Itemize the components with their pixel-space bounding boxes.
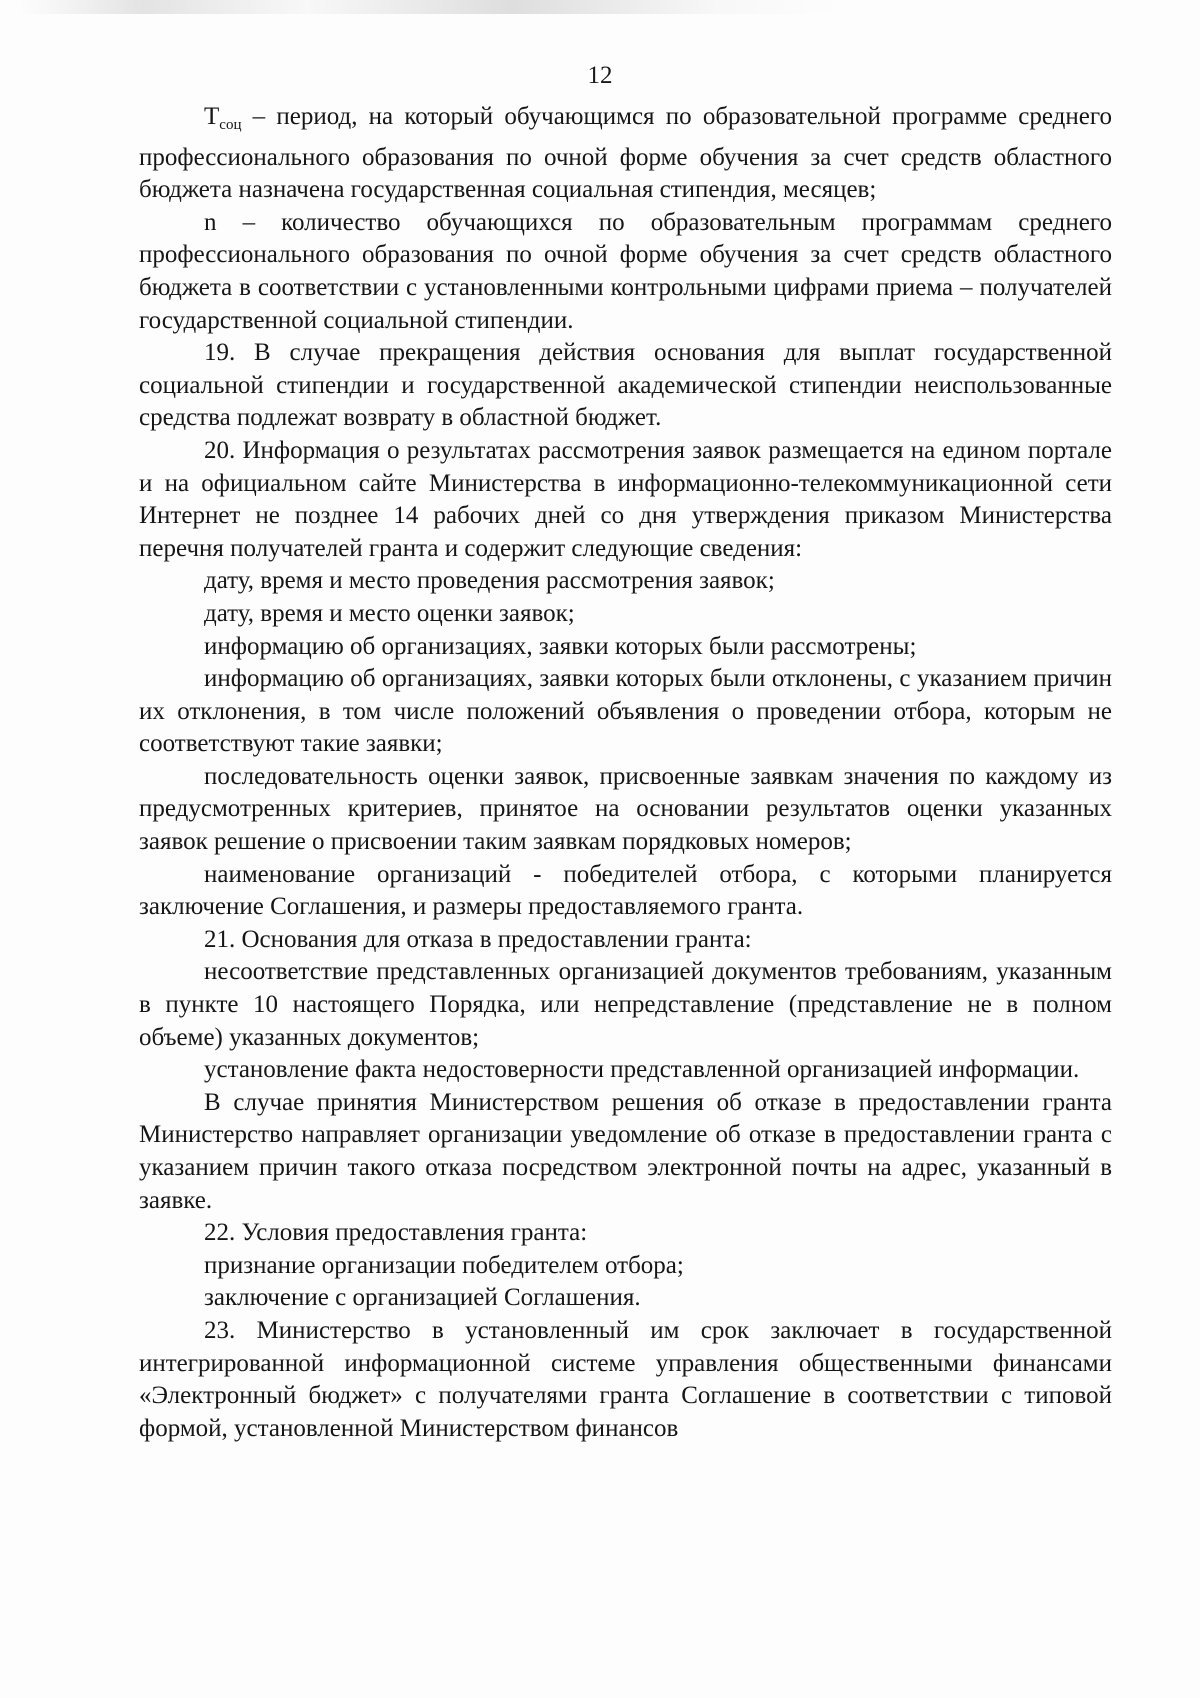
paragraph-tsoc-definition xyxy=(139,101,1112,207)
paragraph: последовательность оценки заявок, присвоенные заявкам значения по каждому из предусмотренных критериев, принятое на основании результатов оценки указанных заявок решение о присвоении таким заявкам порядковых номеров; xyxy=(139,762,1112,856)
paragraph: 19. В случае прекращения действия основания для выплат государственной социальной стипендии и государственной академической стипендии неиспользованные средства подлежат возврату в областной бюджет. xyxy=(139,339,1112,432)
paragraph: заключение с организацией Соглашения. xyxy=(204,1284,641,1312)
scan-artifact xyxy=(20,0,840,14)
paragraph: 22. Условия предоставления гранта: xyxy=(204,1219,588,1247)
paragraph-text: – период, на который обучающимся по образовательной программе среднего профессионального образования по очной форме обучения за счет средств областного бюджета назначена государственная социальная стипендия, месяцев; xyxy=(139,103,1112,204)
paragraph: n – количество обучающихся по образовательным программам среднего профессионального образования по очной форме обучения за счет средств областного бюджета в соответствии с установленными контрольными цифрами приема – получателей государственной социальной стипендии. xyxy=(139,208,1112,334)
paragraph: информацию об организациях, заявки которых были рассмотрены; xyxy=(204,632,917,660)
paragraph: установление факта недостоверности представленной организацией информации. xyxy=(204,1056,1080,1084)
paragraph: 23. Министерство в установленный им срок заключает в государственной интегрированной информационной системе управления общественными финансами «Электронный бюджет» с получателями гранта Соглашение в соответствии с типовой формой, установленной Министерством финансов xyxy=(139,1316,1112,1442)
formula-symbol-subscript: соц xyxy=(219,117,242,133)
paragraph: В случае принятия Министерством решения об отказе в предоставлении гранта Министерство направляет организации уведомление об отказе в предоставлении гранта с указанием причин такого отказа посредством электронной почты на адрес, указанный в заявке. xyxy=(139,1088,1112,1214)
paragraph: дату, время и место оценки заявок; xyxy=(204,599,575,627)
paragraph: несоответствие представленных организацией документов требованиям, указанным в пункте 10 настоящего Порядка, или непредставление (представление не в полном объеме) указанных документов; xyxy=(139,958,1112,1051)
paragraph: наименование организаций - победителей отбора, с которыми планируется заключение Соглашения, и размеры предоставляемого гранта. xyxy=(139,860,1112,921)
paragraph: информацию об организациях, заявки которых были отклонены, с указанием причин их отклонения, в том числе положений объявления о проведении отбора, которым не соответствуют такие заявки; xyxy=(139,665,1112,758)
document-body xyxy=(139,101,1112,1445)
paragraph: 20. Информация о результатах рассмотрения заявок размещается на едином портале и на официальном сайте Министерства в информационно-телекоммуникационной сети Интернет не позднее 14 рабочих дней со дня утверждения приказом Министерства перечня получателей гранта и содержит следующие сведения: xyxy=(139,436,1112,562)
paragraph: 21. Основания для отказа в предоставлении гранта: xyxy=(204,925,752,953)
page-number: 12 xyxy=(587,62,613,89)
paragraph: дату, время и место проведения рассмотрения заявок; xyxy=(204,567,775,595)
formula-symbol-base: T xyxy=(204,103,220,130)
paragraph: признание организации победителем отбора; xyxy=(204,1251,684,1279)
formula-symbol xyxy=(204,103,242,133)
